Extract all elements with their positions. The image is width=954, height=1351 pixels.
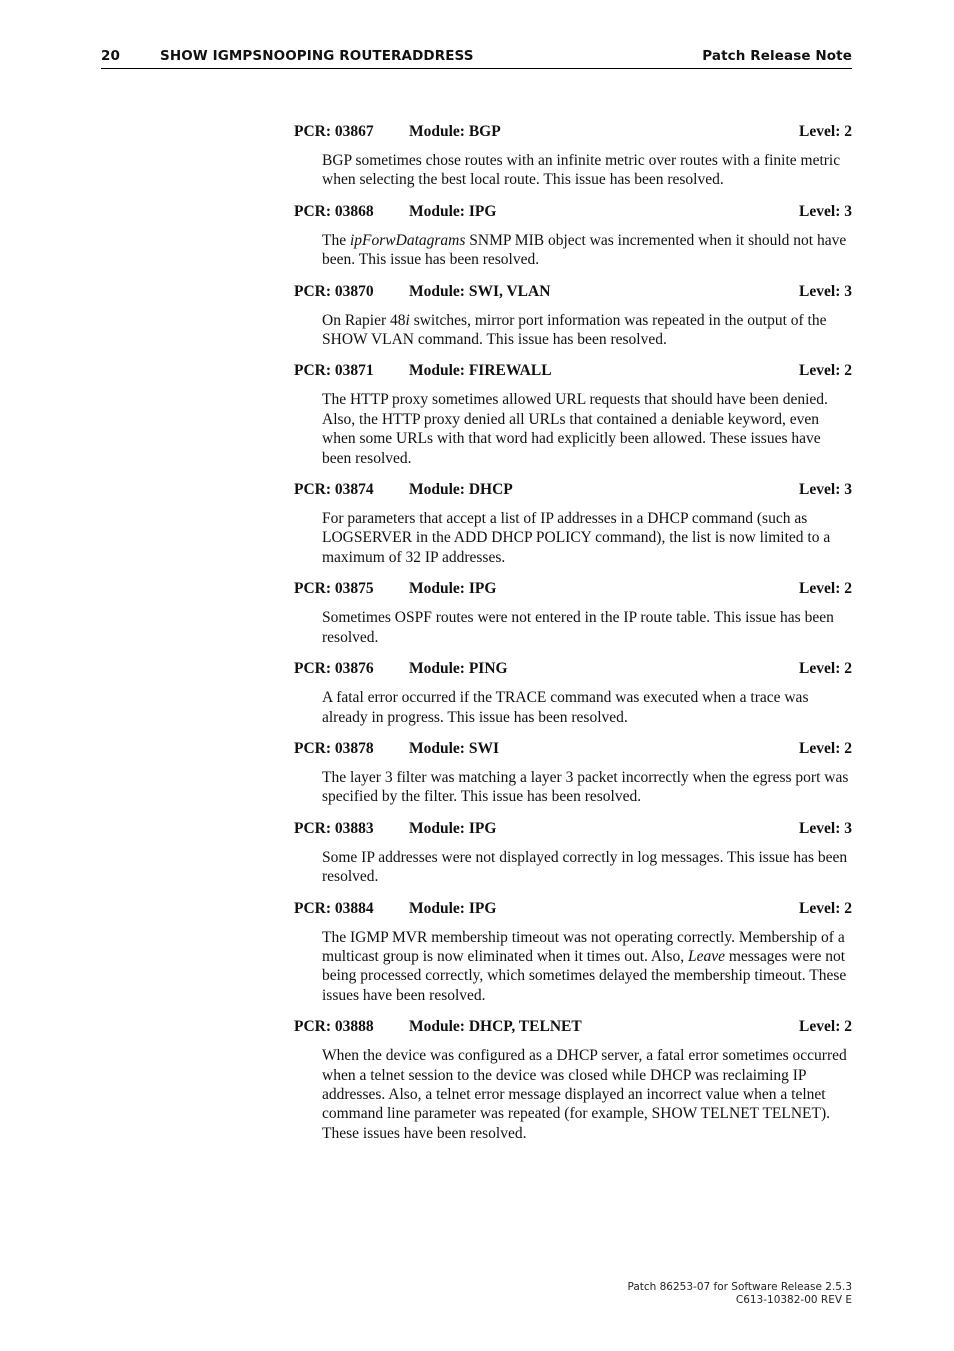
pcr-entry bbox=[294, 900, 852, 1006]
pcr-module: Module: DHCP, TELNET bbox=[409, 1018, 582, 1036]
pcr-module: Module: SWI bbox=[409, 739, 499, 757]
pcr-number: PCR: 03870 bbox=[294, 282, 374, 300]
pcr-description: Sometimes OSPF routes were not entered in the IP route table. This issue has been resolved. bbox=[322, 609, 834, 646]
pcr-module: Module: IPG bbox=[409, 580, 497, 598]
pcr-level: Level: 2 bbox=[799, 1018, 852, 1036]
pcr-number: PCR: 03888 bbox=[294, 1018, 374, 1036]
pcr-level: Level: 3 bbox=[799, 481, 852, 499]
section-title: SHOW IGMPSNOOPING ROUTERADDRESS bbox=[160, 48, 474, 64]
pcr-entry bbox=[294, 660, 852, 727]
pcr-entry bbox=[294, 203, 852, 270]
pcr-entry-header bbox=[294, 660, 852, 682]
pcr-number: PCR: 03874 bbox=[294, 481, 374, 499]
pcr-entry bbox=[294, 481, 852, 567]
pcr-description: BGP sometimes chose routes with an infinite metric over routes with a finite metric when selecting the best local route. This issue has been resolved. bbox=[322, 152, 841, 189]
page-footer bbox=[627, 1281, 852, 1306]
pcr-entry-header bbox=[294, 1018, 852, 1040]
pcr-description: The IGMP MVR membership timeout was not operating correctly. Membership of a multicast group is now eliminated when it times out. Also, Leave messages were not being processed correctly, which sometimes delayed the membership timeout. These issues have been resolved. bbox=[322, 928, 847, 1004]
pcr-level: Level: 2 bbox=[799, 899, 852, 917]
pcr-number: PCR: 03867 bbox=[294, 123, 374, 140]
pcr-entry bbox=[294, 580, 852, 647]
pcr-level: Level: 2 bbox=[799, 739, 852, 757]
pcr-entry-list bbox=[294, 123, 852, 1143]
document-title: Patch Release Note bbox=[702, 48, 852, 64]
pcr-level: Level: 2 bbox=[799, 123, 852, 140]
pcr-entry-header bbox=[294, 481, 852, 503]
pcr-module: Module: IPG bbox=[409, 202, 497, 220]
pcr-level: Level: 2 bbox=[799, 580, 852, 598]
pcr-entry-header bbox=[294, 203, 852, 225]
pcr-entry-header bbox=[294, 283, 852, 305]
pcr-description: The HTTP proxy sometimes allowed URL requests that should have been denied. Also, the HTTP proxy denied all URLs that contained a deniable keyword, even when some URLs with that word had explicitly been allowed. These issues have been resolved. bbox=[322, 391, 828, 467]
pcr-description: The layer 3 filter was matching a layer 3 packet incorrectly when the egress port was specified by the filter. This issue has been resolved. bbox=[322, 768, 849, 806]
pcr-entry-header bbox=[294, 123, 852, 145]
pcr-description: Some IP addresses were not displayed correctly in log messages. This issue has been resolved. bbox=[322, 848, 848, 886]
pcr-entry-header bbox=[294, 740, 852, 762]
emphasized-term: ipForwDatagrams bbox=[349, 231, 466, 249]
pcr-description: On Rapier 48i switches, mirror port information was repeated in the output of the SHOW VLAN command. This issue has been resolved. bbox=[322, 311, 827, 349]
pcr-level: Level: 3 bbox=[799, 282, 852, 300]
pcr-description: For parameters that accept a list of IP addresses in a DHCP command (such as LOGSERVER in the ADD DHCP POLICY command), the list is now limited to a maximum of 32 IP addresses. bbox=[322, 510, 831, 566]
pcr-entry bbox=[294, 820, 852, 887]
pcr-level: Level: 2 bbox=[799, 362, 852, 380]
pcr-description: The ipForwDatagrams SNMP MIB object was incremented when it should not have been. This issue has been resolved. bbox=[322, 231, 847, 269]
pcr-number: PCR: 03884 bbox=[294, 899, 374, 917]
pcr-module: Module: BGP bbox=[409, 123, 501, 140]
pcr-module: Module: FIREWALL bbox=[409, 362, 552, 380]
pcr-entry-header bbox=[294, 900, 852, 922]
pcr-entry-header bbox=[294, 362, 852, 384]
pcr-module: Module: IPG bbox=[409, 819, 497, 837]
pcr-description: When the device was configured as a DHCP server, a fatal error sometimes occurred when a telnet session to the device was closed while DHCP was reclaiming IP addresses. Also, a telnet error message displayed an incorrect value when a telnet command line parameter was repeated (for example, SHOW TELNET TELNET). These issues have been resolved. bbox=[322, 1047, 847, 1142]
pcr-number: PCR: 03871 bbox=[294, 362, 374, 380]
footer-patch-line: Patch 86253-07 for Software Release 2.5.3 bbox=[627, 1281, 852, 1293]
page-number: 20 bbox=[101, 48, 120, 64]
pcr-number: PCR: 03883 bbox=[294, 819, 374, 837]
pcr-module: Module: IPG bbox=[409, 899, 497, 917]
pcr-entry bbox=[294, 362, 852, 468]
pcr-module: Module: PING bbox=[409, 660, 508, 678]
pcr-level: Level: 2 bbox=[799, 660, 852, 678]
pcr-description: A fatal error occurred if the TRACE command was executed when a trace was already in progress. This issue has been resolved. bbox=[322, 689, 809, 726]
pcr-level: Level: 3 bbox=[799, 819, 852, 837]
pcr-number: PCR: 03878 bbox=[294, 739, 374, 757]
pcr-entry-header bbox=[294, 820, 852, 842]
pcr-number: PCR: 03868 bbox=[294, 202, 374, 220]
pcr-entry bbox=[294, 740, 852, 807]
pcr-entry bbox=[294, 1018, 852, 1143]
pcr-entry-header bbox=[294, 580, 852, 602]
pcr-number: PCR: 03876 bbox=[294, 660, 374, 678]
pcr-entry bbox=[294, 123, 852, 190]
pcr-level: Level: 3 bbox=[799, 202, 852, 220]
footer-revision-line: C613-10382-00 REV E bbox=[735, 1293, 852, 1306]
pcr-module: Module: DHCP bbox=[409, 481, 513, 499]
emphasized-term: i bbox=[405, 311, 410, 329]
pcr-module: Module: SWI, VLAN bbox=[409, 282, 551, 300]
emphasized-term: Leave bbox=[687, 947, 725, 965]
pcr-entry bbox=[294, 283, 852, 350]
pcr-number: PCR: 03875 bbox=[294, 580, 374, 598]
page-header bbox=[101, 48, 852, 69]
